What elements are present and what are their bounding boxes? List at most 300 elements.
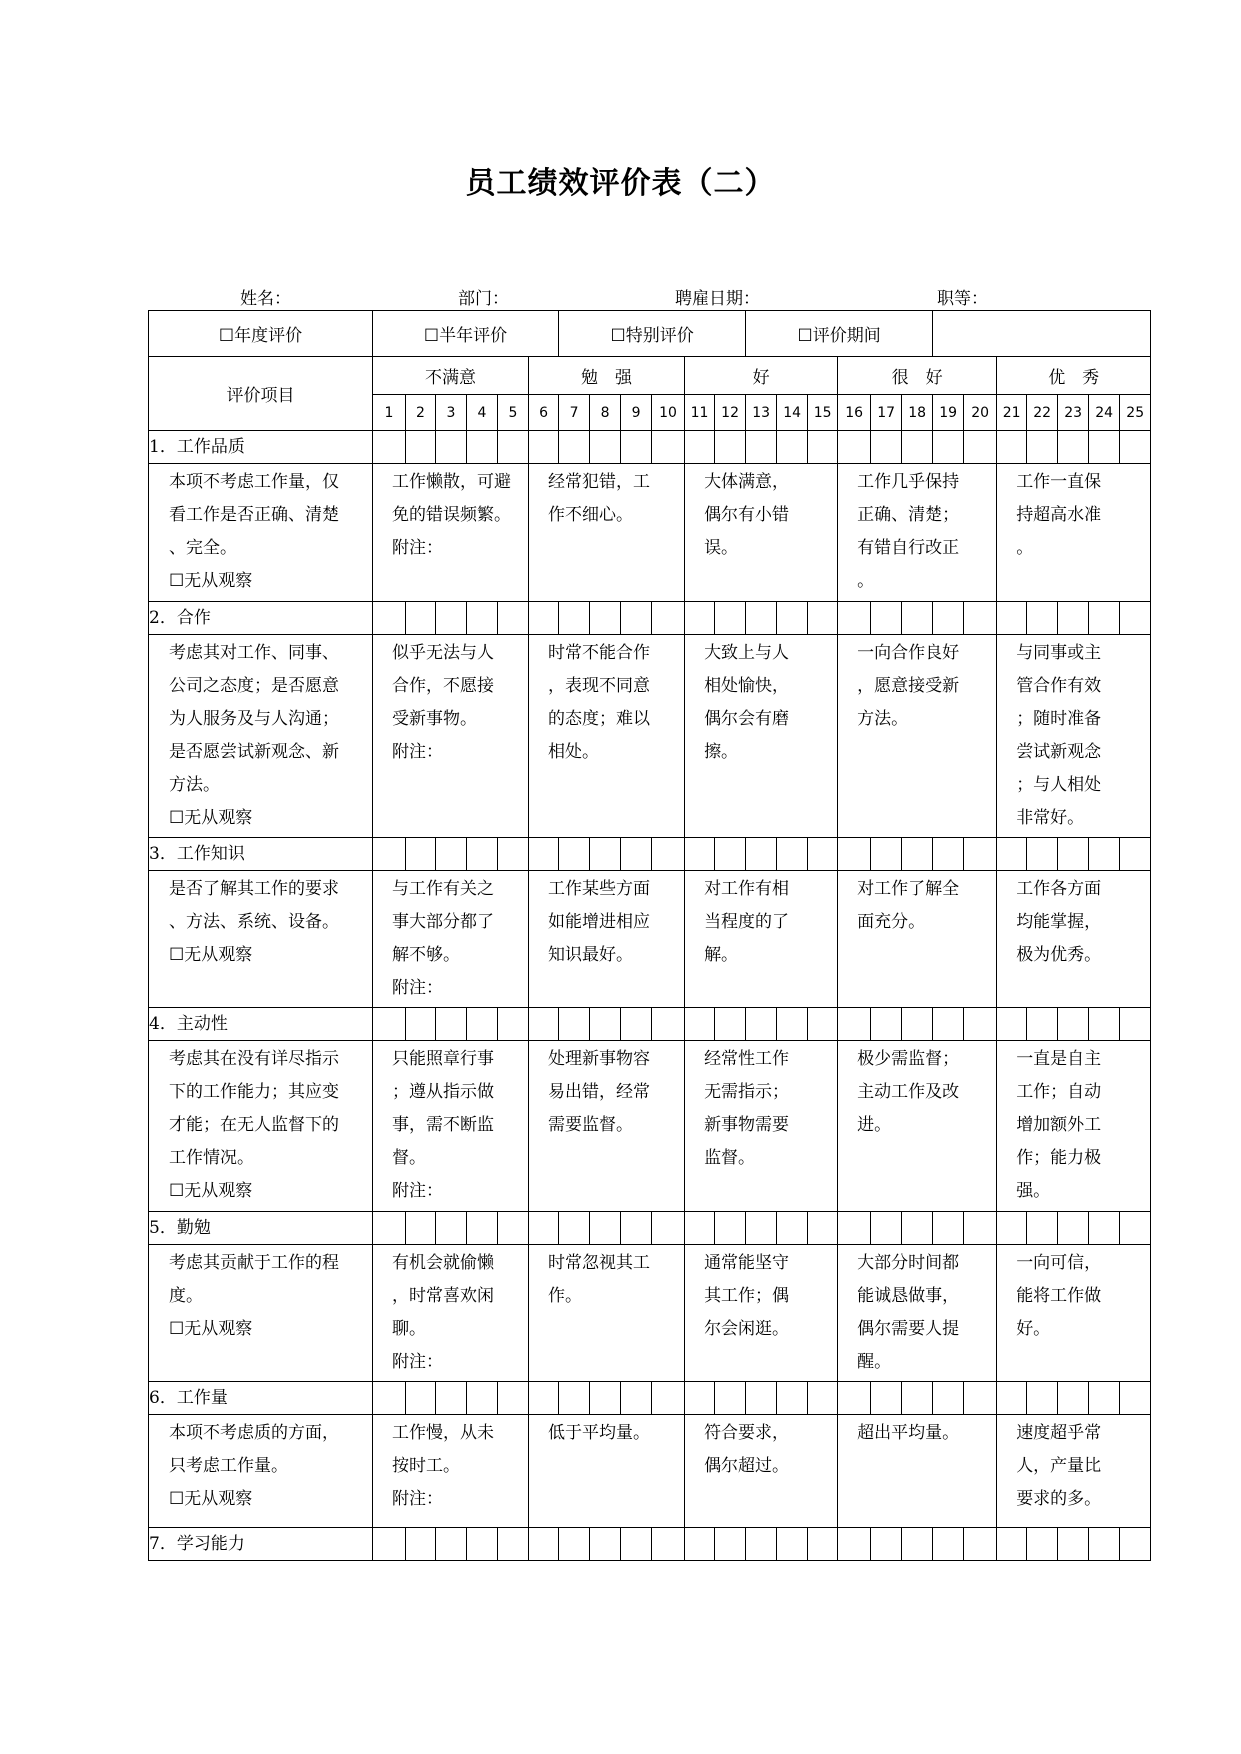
item-title: 6．工作量	[149, 1382, 373, 1415]
criteria-text: 对工作了解全 面充分。	[857, 879, 960, 932]
score-box[interactable]	[529, 1008, 559, 1041]
page-title: 员工绩效评价表（二）	[465, 166, 776, 201]
score-box[interactable]	[1120, 431, 1151, 464]
no-observation-checkbox[interactable]: ☐无从观察	[169, 571, 253, 591]
score-box[interactable]	[1120, 1528, 1151, 1561]
score-box[interactable]	[559, 431, 590, 464]
department-label: 部门：	[458, 289, 509, 309]
score-box[interactable]	[529, 602, 559, 635]
grade-header-row	[149, 357, 1151, 395]
criteria-cell	[838, 1415, 997, 1528]
score-box[interactable]	[746, 1528, 777, 1561]
score-box[interactable]	[1089, 838, 1120, 871]
score-box[interactable]	[871, 431, 902, 464]
score-box[interactable]	[746, 1008, 777, 1041]
criteria-cell	[685, 635, 838, 838]
item-title-row	[149, 1382, 1151, 1415]
score-box[interactable]	[436, 431, 467, 464]
score-number-4: 4	[467, 395, 498, 431]
score-box[interactable]	[964, 838, 997, 871]
score-box[interactable]	[498, 1528, 529, 1561]
score-box[interactable]	[685, 1382, 715, 1415]
score-box[interactable]	[1120, 602, 1151, 635]
score-box[interactable]	[621, 1382, 652, 1415]
criteria-text: 经常性工作 无需指示； 新事物需要 监督。	[704, 1049, 790, 1168]
item-title-row	[149, 838, 1151, 871]
score-box[interactable]	[838, 602, 871, 635]
score-box[interactable]	[1089, 1008, 1120, 1041]
score-box[interactable]	[590, 838, 621, 871]
score-box[interactable]	[1027, 602, 1058, 635]
score-box[interactable]	[997, 1212, 1027, 1245]
score-box[interactable]	[467, 431, 498, 464]
item-title: 7．学习能力	[149, 1528, 373, 1561]
criteria-text: 一向合作良好 ，愿意接受新 方法。	[857, 643, 960, 729]
score-box[interactable]	[406, 431, 436, 464]
score-box[interactable]	[373, 838, 406, 871]
score-box[interactable]	[838, 1382, 871, 1415]
score-box[interactable]	[715, 838, 746, 871]
score-box[interactable]	[777, 1212, 808, 1245]
score-box[interactable]	[652, 1212, 685, 1245]
evaluation-period-checkbox[interactable]: ☐评价期间	[746, 311, 933, 357]
score-box[interactable]	[467, 1008, 498, 1041]
no-observation-checkbox[interactable]: ☐无从观察	[169, 1319, 253, 1339]
score-box[interactable]	[652, 1528, 685, 1561]
score-number-17: 17	[871, 395, 902, 431]
criteria-cell	[685, 1245, 838, 1382]
criteria-text: 一向可信， 能将工作做 好。	[1016, 1253, 1102, 1339]
score-box[interactable]	[964, 1382, 997, 1415]
criteria-text: 只能照章行事 ；遵从指示做 事，需不断监 督。 附注：	[392, 1049, 494, 1201]
score-box[interactable]	[373, 1528, 406, 1561]
score-box[interactable]	[715, 1382, 746, 1415]
score-box[interactable]	[715, 1212, 746, 1245]
score-number-3: 3	[436, 395, 467, 431]
score-box[interactable]	[746, 1382, 777, 1415]
item-description: 考虑其对工作、同事、 公司之态度；是否愿意 为人服务及与人沟通； 是否愿尝试新观念、新 方法。	[169, 643, 339, 795]
score-number-22: 22	[1027, 395, 1058, 431]
score-box[interactable]	[1120, 1212, 1151, 1245]
score-box[interactable]	[652, 602, 685, 635]
criteria-text: 与工作有关之 事大部分都了 解不够。 附注：	[392, 879, 494, 998]
criteria-text: 符合要求， 偶尔超过。	[704, 1423, 790, 1476]
score-box[interactable]	[808, 838, 838, 871]
score-box[interactable]	[1058, 1382, 1089, 1415]
score-box[interactable]	[373, 1212, 406, 1245]
half-year-evaluation-checkbox[interactable]: ☐半年评价	[373, 311, 559, 357]
score-box[interactable]	[406, 602, 436, 635]
score-box[interactable]	[933, 1528, 964, 1561]
annual-evaluation-checkbox[interactable]: ☐年度评价	[149, 311, 373, 357]
criteria-cell	[997, 1041, 1151, 1212]
score-box[interactable]	[1027, 1382, 1058, 1415]
score-box[interactable]	[902, 602, 933, 635]
item-criteria-row	[149, 1245, 1151, 1382]
item-description: 本项不考虑质的方面， 只考虑工作量。	[169, 1423, 339, 1476]
score-number-16: 16	[838, 395, 871, 431]
score-box[interactable]	[467, 1212, 498, 1245]
criteria-text: 极少需监督； 主动工作及改 进。	[857, 1049, 960, 1135]
score-box[interactable]	[436, 1008, 467, 1041]
score-box[interactable]	[746, 1212, 777, 1245]
score-box[interactable]	[715, 1008, 746, 1041]
criteria-cell	[373, 464, 529, 602]
criteria-text: 有机会就偷懒 ，时常喜欢闲 聊。 附注：	[392, 1253, 494, 1372]
score-box[interactable]	[997, 431, 1027, 464]
score-box[interactable]	[1027, 1212, 1058, 1245]
grade-very-good: 很 好	[838, 357, 997, 395]
criteria-text: 工作某些方面 如能增进相应 知识最好。	[548, 879, 650, 965]
score-box[interactable]	[621, 1008, 652, 1041]
criteria-text: 处理新事物容 易出错，经常 需要监督。	[548, 1049, 650, 1135]
score-box[interactable]	[838, 1212, 871, 1245]
score-box[interactable]	[436, 602, 467, 635]
job-grade-label: 职等：	[937, 289, 988, 309]
score-box[interactable]	[373, 1382, 406, 1415]
item-description-cell	[149, 1041, 373, 1212]
item-title: 3．工作知识	[149, 838, 373, 871]
score-box[interactable]	[436, 1212, 467, 1245]
score-box[interactable]	[498, 1008, 529, 1041]
score-box[interactable]	[467, 1382, 498, 1415]
criteria-text: 工作懒散，可避 免的错误频繁。 附注：	[392, 472, 511, 558]
score-box[interactable]	[777, 1008, 808, 1041]
criteria-cell	[529, 635, 685, 838]
score-number-2: 2	[406, 395, 436, 431]
score-box[interactable]	[406, 1382, 436, 1415]
score-number-6: 6	[529, 395, 559, 431]
score-number-14: 14	[777, 395, 808, 431]
evaluation-table	[148, 310, 1151, 1561]
score-box[interactable]	[498, 1212, 529, 1245]
score-box[interactable]	[838, 1528, 871, 1561]
score-box[interactable]	[997, 838, 1027, 871]
grade-good: 好	[685, 357, 838, 395]
score-box[interactable]	[964, 1212, 997, 1245]
criteria-text: 低于平均量。	[548, 1423, 650, 1443]
no-observation-checkbox[interactable]: ☐无从观察	[169, 1489, 253, 1509]
criteria-cell	[997, 871, 1151, 1008]
criteria-cell	[373, 635, 529, 838]
score-box[interactable]	[1058, 838, 1089, 871]
criteria-cell	[685, 1415, 838, 1528]
score-box[interactable]	[652, 1008, 685, 1041]
criteria-cell	[838, 1041, 997, 1212]
score-box[interactable]	[498, 838, 529, 871]
score-box[interactable]	[808, 1382, 838, 1415]
criteria-text: 超出平均量。	[857, 1423, 960, 1443]
score-box[interactable]	[808, 602, 838, 635]
score-box[interactable]	[777, 838, 808, 871]
item-title: 5．勤勉	[149, 1212, 373, 1245]
score-box[interactable]	[1089, 1382, 1120, 1415]
criteria-cell	[529, 464, 685, 602]
score-box[interactable]	[406, 1008, 436, 1041]
score-box[interactable]	[746, 838, 777, 871]
criteria-text: 通常能坚守 其工作；偶 尔会闲逛。	[704, 1253, 790, 1339]
score-box[interactable]	[559, 838, 590, 871]
score-box[interactable]	[559, 1528, 590, 1561]
score-box[interactable]	[777, 602, 808, 635]
criteria-cell	[838, 635, 997, 838]
score-box[interactable]	[715, 431, 746, 464]
score-box[interactable]	[1027, 838, 1058, 871]
criteria-text: 一直是自主 工作；自动 增加额外工 作；能力极 强。	[1016, 1049, 1102, 1201]
score-box[interactable]	[997, 1382, 1027, 1415]
score-number-18: 18	[902, 395, 933, 431]
score-box[interactable]	[590, 431, 621, 464]
criteria-cell	[529, 1245, 685, 1382]
score-box[interactable]	[871, 1528, 902, 1561]
item-description-cell	[149, 1245, 373, 1382]
score-box[interactable]	[933, 431, 964, 464]
score-box[interactable]	[1058, 1528, 1089, 1561]
score-box[interactable]	[1058, 1212, 1089, 1245]
score-box[interactable]	[529, 1528, 559, 1561]
score-box[interactable]	[777, 1382, 808, 1415]
score-box[interactable]	[997, 1528, 1027, 1561]
score-box[interactable]	[652, 1382, 685, 1415]
item-title: 4．主动性	[149, 1008, 373, 1041]
item-description: 考虑其贡献于工作的程 度。	[169, 1253, 339, 1306]
score-box[interactable]	[621, 1212, 652, 1245]
score-box[interactable]	[1058, 431, 1089, 464]
criteria-cell	[373, 1041, 529, 1212]
score-box[interactable]	[933, 1008, 964, 1041]
score-box[interactable]	[777, 1528, 808, 1561]
score-box[interactable]	[715, 1528, 746, 1561]
score-number-5: 5	[498, 395, 529, 431]
criteria-text: 时常不能合作 ，表现不同意 的态度；难以 相处。	[548, 643, 650, 762]
score-box[interactable]	[1089, 602, 1120, 635]
score-box[interactable]	[590, 1008, 621, 1041]
criteria-text: 大部分时间都 能诚恳做事， 偶尔需要人提 醒。	[857, 1253, 960, 1372]
score-box[interactable]	[838, 838, 871, 871]
score-box[interactable]	[964, 1008, 997, 1041]
score-box[interactable]	[559, 1212, 590, 1245]
criteria-cell	[997, 1245, 1151, 1382]
criteria-text: 工作各方面 均能掌握， 极为优秀。	[1016, 879, 1102, 965]
score-box[interactable]	[715, 602, 746, 635]
score-box[interactable]	[902, 838, 933, 871]
score-box[interactable]	[902, 1212, 933, 1245]
no-observation-checkbox[interactable]: ☐无从观察	[169, 945, 253, 965]
score-box[interactable]	[436, 1382, 467, 1415]
item-description: 本项不考虑工作量，仅 看工作是否正确、清楚 、完全。	[169, 472, 339, 558]
score-box[interactable]	[685, 602, 715, 635]
item-description: 是否了解其工作的要求 、方法、系统、设备。	[169, 879, 339, 932]
criteria-cell	[685, 1041, 838, 1212]
score-box[interactable]	[559, 1008, 590, 1041]
item-criteria-row	[149, 635, 1151, 838]
score-box[interactable]	[590, 1528, 621, 1561]
score-box[interactable]	[590, 1382, 621, 1415]
score-box[interactable]	[933, 1382, 964, 1415]
score-box[interactable]	[997, 602, 1027, 635]
score-box[interactable]	[964, 431, 997, 464]
item-title-row	[149, 1008, 1151, 1041]
score-box[interactable]	[685, 1212, 715, 1245]
score-box[interactable]	[529, 431, 559, 464]
criteria-cell	[838, 1245, 997, 1382]
score-box[interactable]	[1089, 431, 1120, 464]
score-box[interactable]	[1027, 1528, 1058, 1561]
score-box[interactable]	[1089, 1528, 1120, 1561]
evaluation-type-row	[149, 311, 1151, 357]
score-box[interactable]	[621, 602, 652, 635]
criteria-cell	[685, 464, 838, 602]
item-description-cell	[149, 635, 373, 838]
hire-date-label: 聘雇日期：	[675, 289, 760, 309]
score-box[interactable]	[1058, 602, 1089, 635]
criteria-cell	[373, 1245, 529, 1382]
score-box[interactable]	[902, 1382, 933, 1415]
score-box[interactable]	[871, 1382, 902, 1415]
name-label: 姓名：	[240, 289, 291, 309]
score-box[interactable]	[808, 1212, 838, 1245]
score-box[interactable]	[1120, 1382, 1151, 1415]
score-number-15: 15	[808, 395, 838, 431]
item-description-cell	[149, 464, 373, 602]
criteria-text: 工作几乎保持 正确、清楚； 有错自行改正 。	[857, 472, 960, 591]
grade-excellent: 优 秀	[997, 357, 1151, 395]
score-box[interactable]	[746, 602, 777, 635]
score-box[interactable]	[746, 431, 777, 464]
score-number-25: 25	[1120, 395, 1151, 431]
no-observation-checkbox[interactable]: ☐无从观察	[169, 808, 253, 828]
score-box[interactable]	[373, 1008, 406, 1041]
grade-barely: 勉 强	[529, 357, 685, 395]
item-title-row	[149, 1528, 1151, 1561]
score-box[interactable]	[685, 1528, 715, 1561]
item-description-cell	[149, 871, 373, 1008]
score-box[interactable]	[685, 431, 715, 464]
criteria-cell	[997, 1415, 1151, 1528]
criteria-text: 速度超乎常 人，产量比 要求的多。	[1016, 1423, 1102, 1509]
criteria-text: 经常犯错，工 作不细心。	[548, 472, 650, 525]
score-box[interactable]	[373, 431, 406, 464]
criteria-cell	[997, 635, 1151, 838]
score-box[interactable]	[808, 1528, 838, 1561]
item-description-cell	[149, 1415, 373, 1528]
score-box[interactable]	[1058, 1008, 1089, 1041]
score-number-20: 20	[964, 395, 997, 431]
score-box[interactable]	[933, 838, 964, 871]
score-box[interactable]	[652, 838, 685, 871]
score-box[interactable]	[406, 1528, 436, 1561]
score-box[interactable]	[498, 1382, 529, 1415]
score-box[interactable]	[871, 1008, 902, 1041]
score-box[interactable]	[406, 1212, 436, 1245]
score-box[interactable]	[498, 431, 529, 464]
score-box[interactable]	[529, 1212, 559, 1245]
criteria-text: 大致上与人 相处愉快， 偶尔会有磨 擦。	[704, 643, 790, 762]
score-box[interactable]	[467, 602, 498, 635]
score-box[interactable]	[621, 838, 652, 871]
score-box[interactable]	[1120, 1008, 1151, 1041]
score-box[interactable]	[559, 1382, 590, 1415]
no-observation-checkbox[interactable]: ☐无从观察	[169, 1181, 253, 1201]
item-criteria-row	[149, 1041, 1151, 1212]
score-box[interactable]	[933, 1212, 964, 1245]
score-box[interactable]	[406, 838, 436, 871]
score-number-13: 13	[746, 395, 777, 431]
score-box[interactable]	[467, 838, 498, 871]
score-box[interactable]	[467, 1528, 498, 1561]
criteria-text: 工作慢，从未 按时工。 附注：	[392, 1423, 494, 1509]
score-box[interactable]	[1027, 431, 1058, 464]
score-box[interactable]	[529, 1382, 559, 1415]
score-number-19: 19	[933, 395, 964, 431]
criteria-cell	[529, 871, 685, 1008]
score-box[interactable]	[652, 431, 685, 464]
item-description: 考虑其在没有详尽指示 下的工作能力；其应变 才能；在无人监督下的 工作情况。	[169, 1049, 339, 1168]
score-box[interactable]	[685, 838, 715, 871]
score-number-9: 9	[621, 395, 652, 431]
score-box[interactable]	[902, 1528, 933, 1561]
score-box[interactable]	[436, 838, 467, 871]
criteria-cell	[373, 871, 529, 1008]
score-number-24: 24	[1089, 395, 1120, 431]
score-box[interactable]	[964, 602, 997, 635]
score-box[interactable]	[685, 1008, 715, 1041]
score-number-7: 7	[559, 395, 590, 431]
score-box[interactable]	[590, 1212, 621, 1245]
item-title-row	[149, 431, 1151, 464]
score-box[interactable]	[621, 1528, 652, 1561]
score-box[interactable]	[997, 1008, 1027, 1041]
score-box[interactable]	[838, 1008, 871, 1041]
score-box[interactable]	[1027, 1008, 1058, 1041]
score-box[interactable]	[871, 602, 902, 635]
score-box[interactable]	[529, 838, 559, 871]
score-box[interactable]	[777, 431, 808, 464]
criteria-text: 与同事或主 管合作有效 ；随时准备 尝试新观念 ；与人相处 非常好。	[1016, 643, 1102, 828]
item-criteria-row	[149, 871, 1151, 1008]
score-box[interactable]	[808, 1008, 838, 1041]
score-number-12: 12	[715, 395, 746, 431]
score-box[interactable]	[498, 602, 529, 635]
score-box[interactable]	[871, 838, 902, 871]
score-number-23: 23	[1058, 395, 1089, 431]
score-box[interactable]	[1120, 838, 1151, 871]
score-box[interactable]	[902, 431, 933, 464]
score-box[interactable]	[559, 602, 590, 635]
score-box[interactable]	[838, 431, 871, 464]
evaluation-period-field[interactable]	[933, 311, 1151, 357]
item-title-row	[149, 1212, 1151, 1245]
score-box[interactable]	[621, 431, 652, 464]
score-box[interactable]	[964, 1528, 997, 1561]
score-box[interactable]	[871, 1212, 902, 1245]
score-box[interactable]	[808, 431, 838, 464]
item-title: 1．工作品质	[149, 431, 373, 464]
score-number-1: 1	[373, 395, 406, 431]
criteria-cell	[685, 871, 838, 1008]
item-criteria-row	[149, 1415, 1151, 1528]
score-number-11: 11	[685, 395, 715, 431]
score-box[interactable]	[902, 1008, 933, 1041]
criteria-cell	[529, 1041, 685, 1212]
score-box[interactable]	[933, 602, 964, 635]
score-box[interactable]	[436, 1528, 467, 1561]
special-evaluation-checkbox[interactable]: ☐特别评价	[559, 311, 746, 357]
score-box[interactable]	[1089, 1212, 1120, 1245]
evaluation-item-header: 评价项目	[149, 357, 373, 431]
score-box[interactable]	[373, 602, 406, 635]
score-box[interactable]	[590, 602, 621, 635]
